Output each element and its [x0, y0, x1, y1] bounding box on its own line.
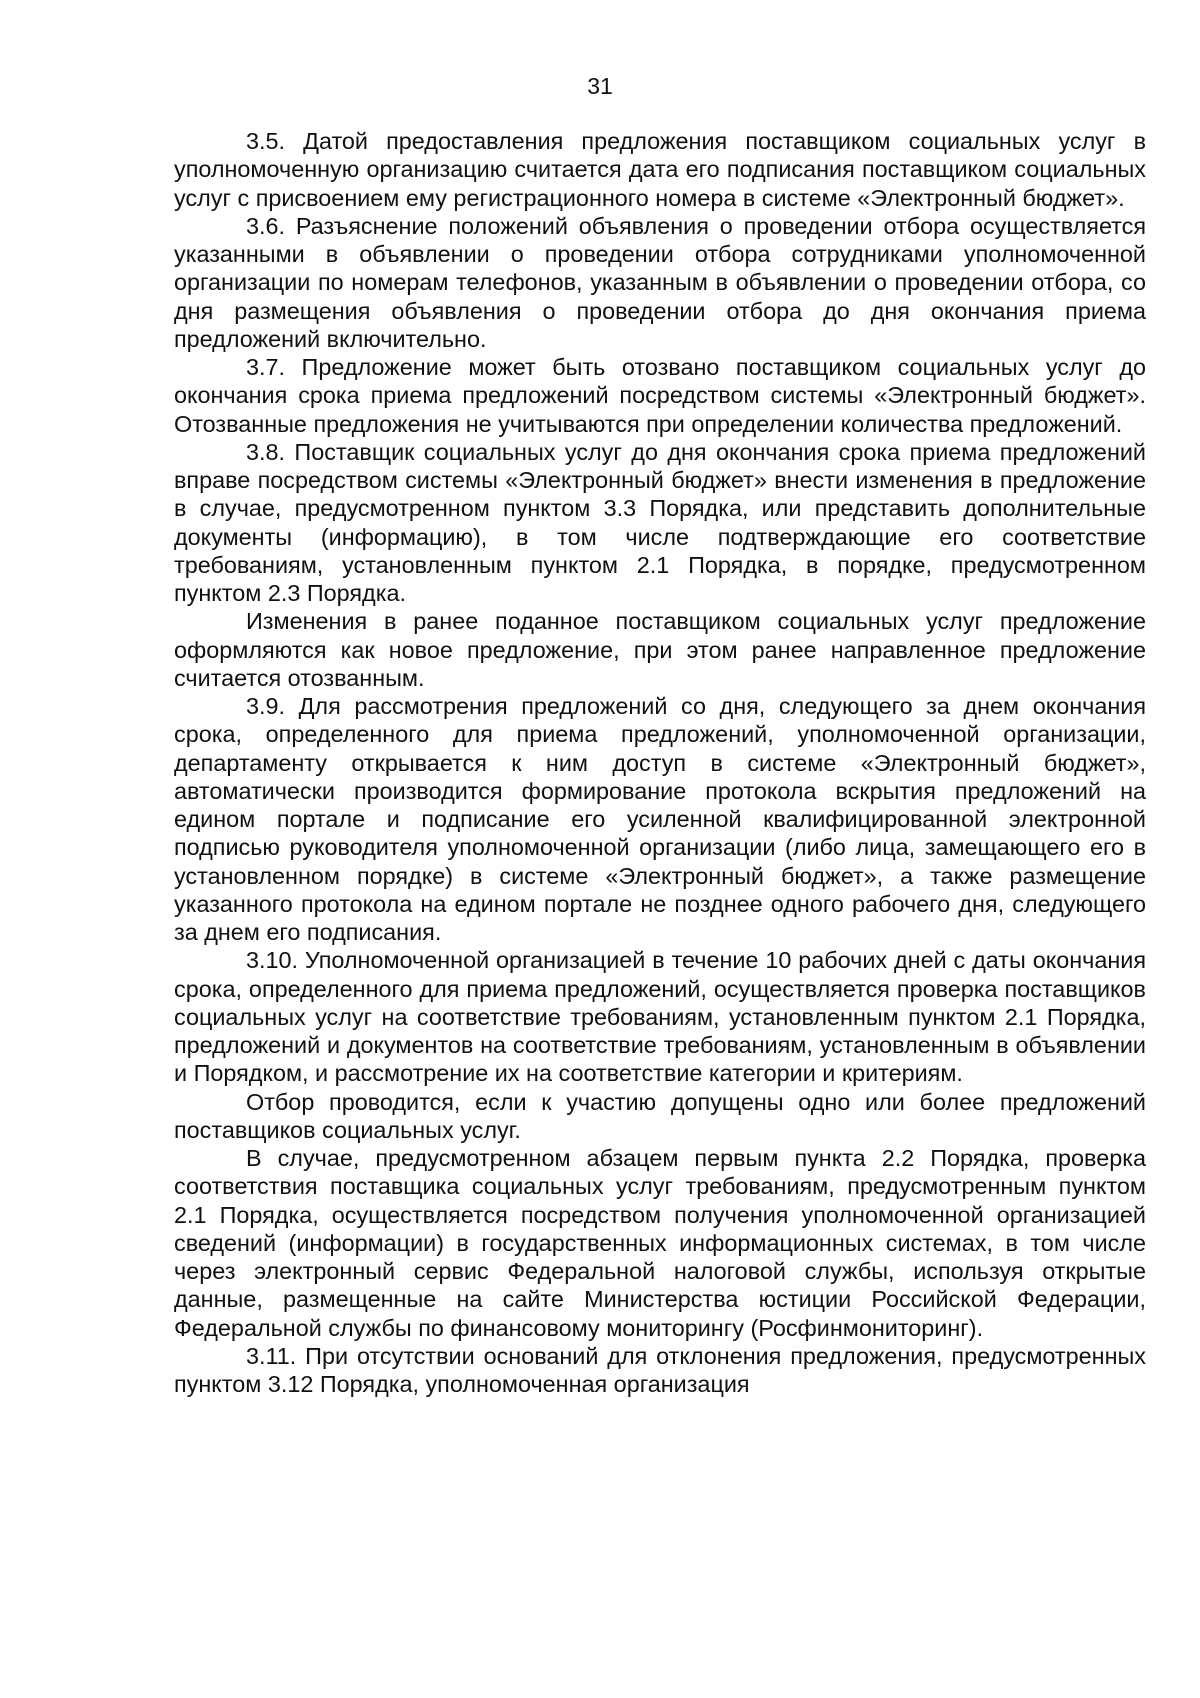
paragraph-3-8-changes: Изменения в ранее поданное поставщиком социальных услуг предложение оформляются как новое предложение, при этом ранее направленное предложение считается отозванным. [174, 608, 1146, 691]
paragraph-3-9: 3.9. Для рассмотрения предложений со дня, следующего за днем окончания срока, определенного для приема предложений, уполномоченной организации, департаменту открывается к ним доступ в системе «Электронный бюджет», автоматически производится формирование протокола вскрытия предложений на едином портале и подписание его усиленной квалифицированной электронной подписью руководителя уполномоченной организации (либо лица, замещающего его в установленном порядке) в системе «Электронный бюджет», а также размещение указанного протокола на едином портале не позднее одного рабочего дня, следующего за днем его подписания. [174, 693, 1146, 945]
document-body [174, 127, 1146, 1398]
paragraph-3-11: 3.11. При отсутствии оснований для отклонения предложения, предусмотренных пунктом 3.12 Порядка, уполномоченная организация [174, 1342, 1146, 1397]
paragraph-3-10-verification: В случае, предусмотренном абзацем первым пункта 2.2 Порядка, проверка соответствия поставщика социальных услуг требованиям, предусмотренным пунктом 2.1 Порядка, осуществляется посредством получения уполномоченной организацией сведений (информации) в государственных информационных системах, в том числе через электронный сервис Федеральной налоговой службы, используя открытые данные, размещенные на сайте Министерства юстиции Российской Федерации, Федеральной службы по финансовому мониторингу (Росфинмониторинг). [174, 1145, 1146, 1341]
paragraph-3-10-selection: Отбор проводится, если к участию допущены одно или более предложений поставщиков социальных услуг. [174, 1088, 1146, 1143]
paragraph-3-8: 3.8. Поставщик социальных услуг до дня окончания срока приема предложений вправе посредством системы «Электронный бюджет» внести изменения в предложение в случае, предусмотренном пунктом 3.3 Порядка, или представить дополнительные документы (информацию), в том числе подтверждающие его соответствие требованиям, установленным пунктом 2.1 Порядка, в порядке, предусмотренном пунктом 2.3 Порядка. [174, 438, 1146, 606]
paragraph-3-10: 3.10. Уполномоченной организацией в течение 10 рабочих дней с даты окончания срока, определенного для приема предложений, осуществляется проверка поставщиков социальных услуг на соответствие требованиям, установленным пунктом 2.1 Порядка, предложений и документов на соответствие требованиям, установленным в объявлении и Порядком, и рассмотрение их на соответствие категории и критериям. [174, 947, 1146, 1087]
page-number: 31 [587, 73, 613, 99]
paragraph-3-7: 3.7. Предложение может быть отозвано поставщиком социальных услуг до окончания срока приема предложений посредством системы «Электронный бюджет». Отозванные предложения не учитываются при определении количества предложений. [174, 354, 1146, 437]
paragraph-3-6: 3.6. Разъяснение положений объявления о проведении отбора осуществляется указанными в объявлении о проведении отбора сотрудниками уполномоченной организации по номерам телефонов, указанным в объявлении о проведении отбора, со дня размещения объявления о проведении отбора до дня окончания приема предложений включительно. [174, 212, 1146, 352]
paragraph-3-5: 3.5. Датой предоставления предложения поставщиком социальных услуг в уполномоченную организацию считается дата его подписания поставщиком социальных услуг с присвоением ему регистрационного номера в системе «Электронный бюджет». [174, 128, 1146, 211]
